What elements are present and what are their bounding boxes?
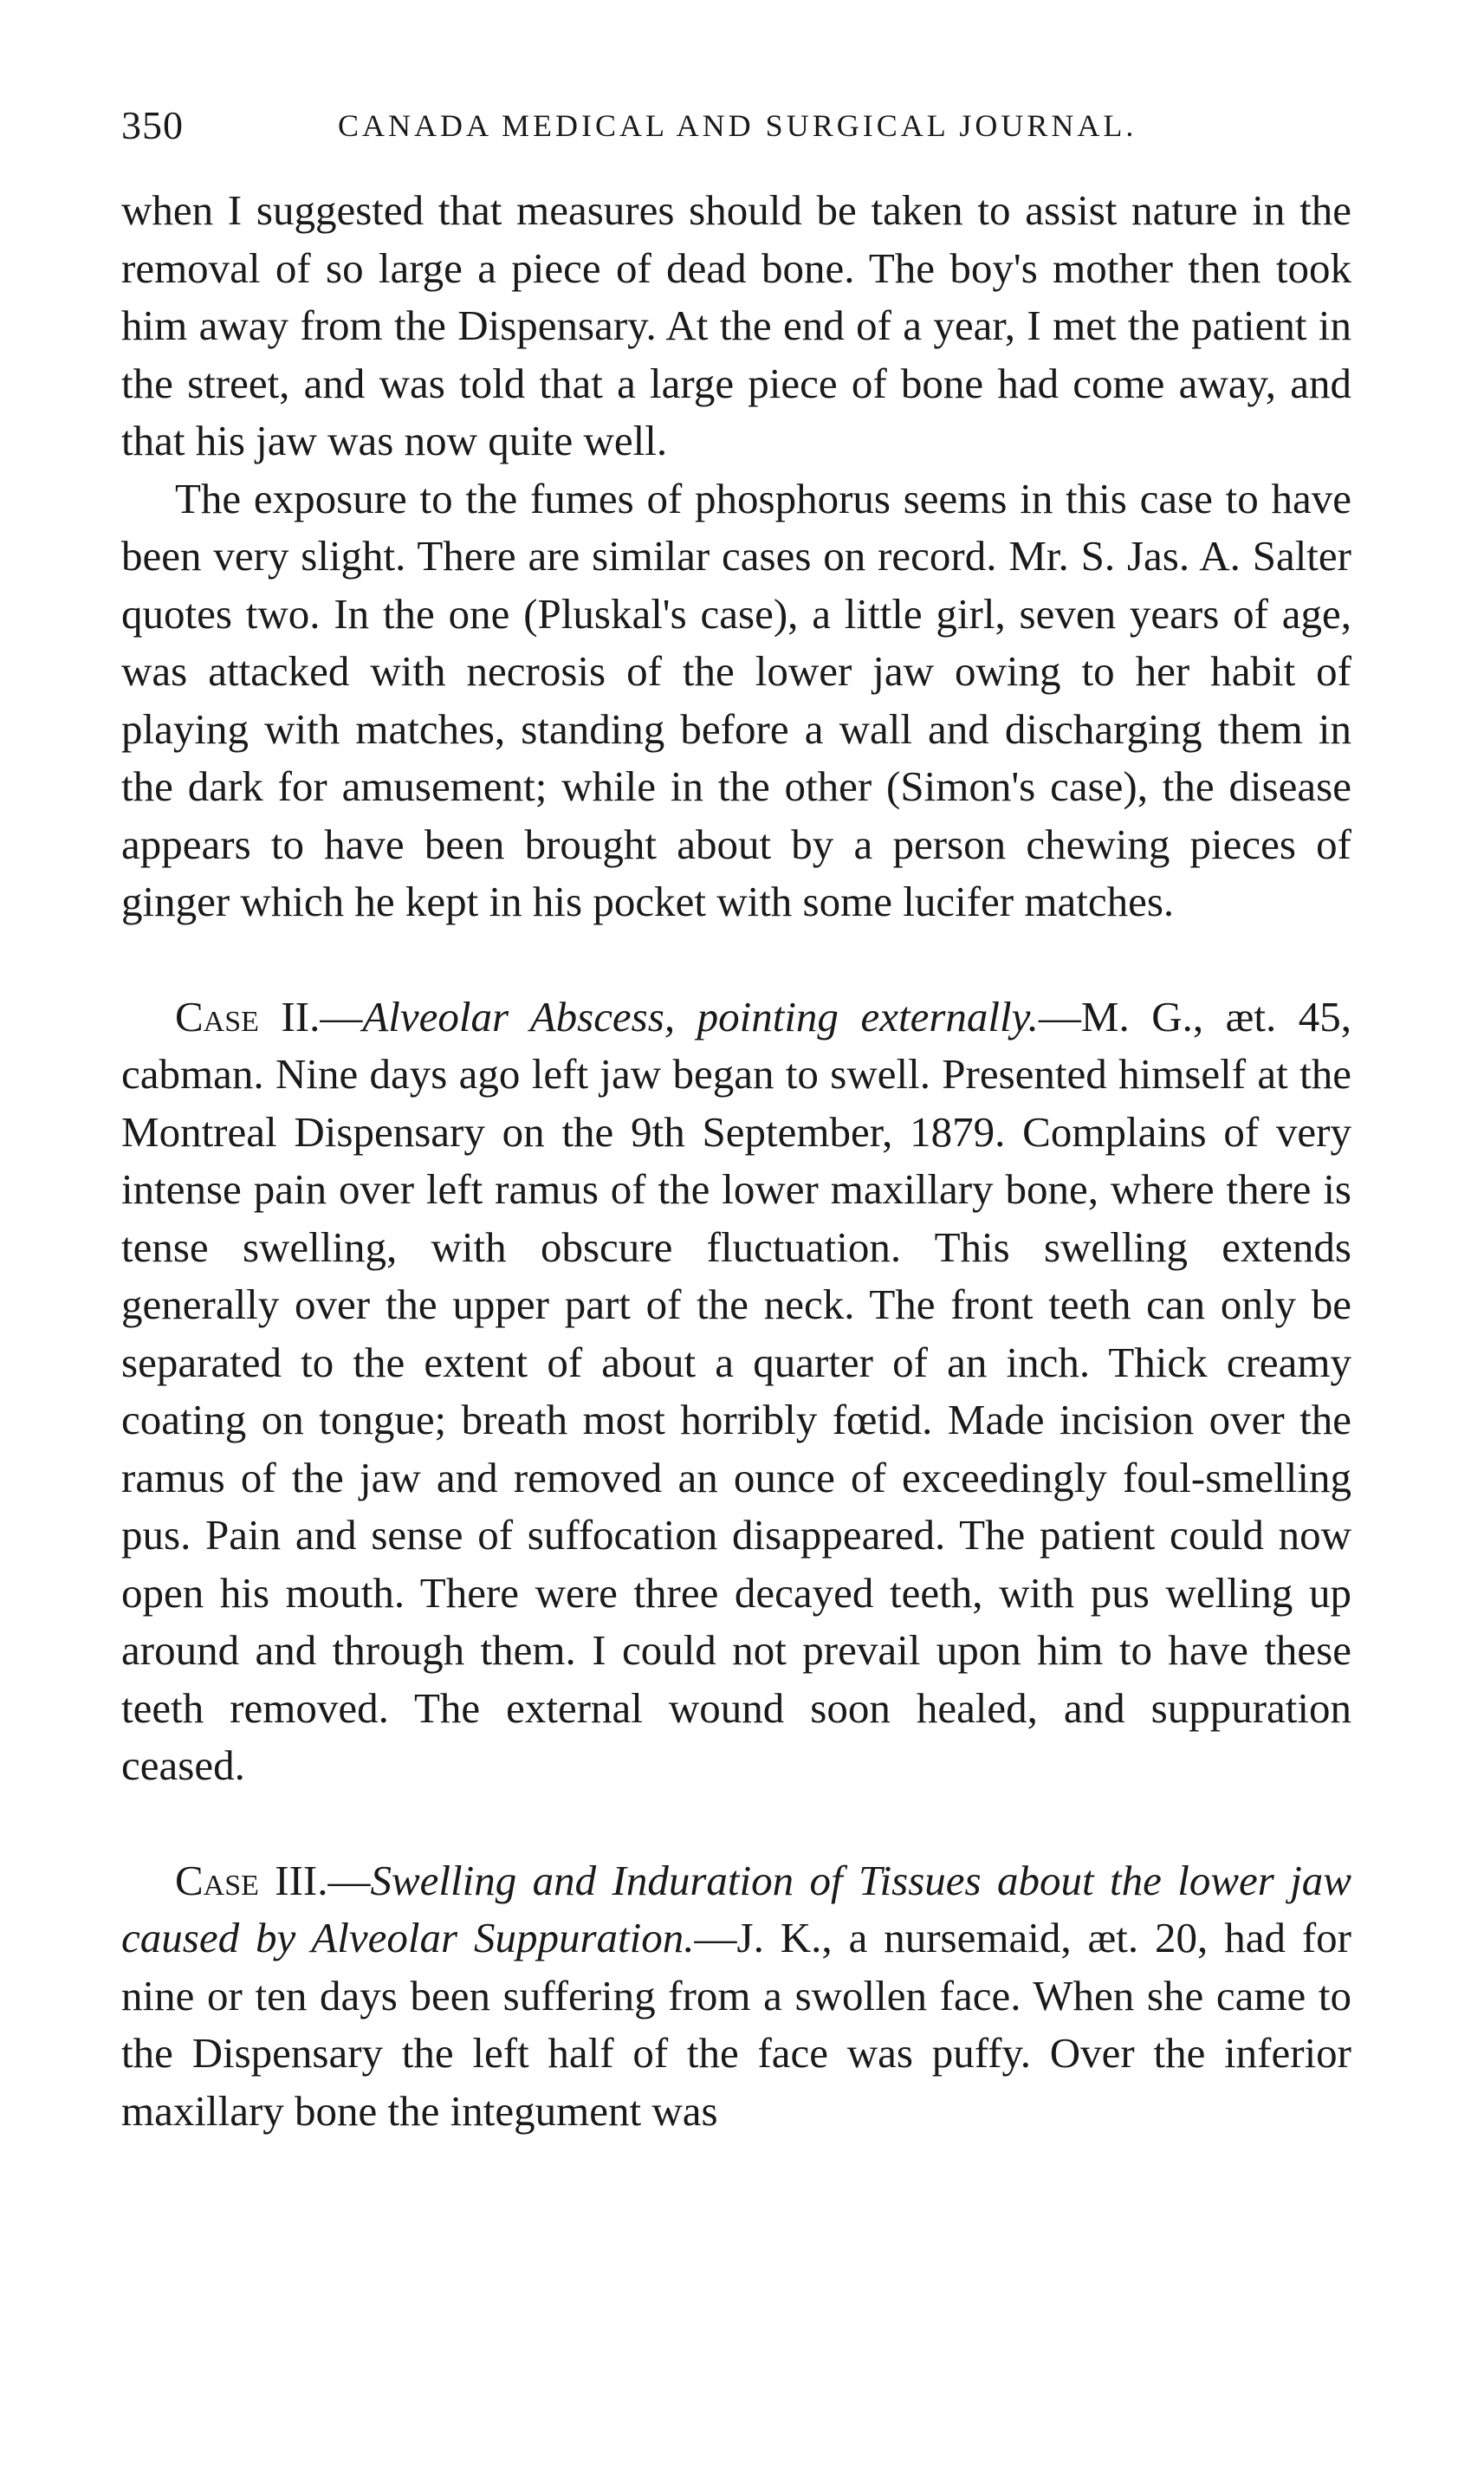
paragraph-continuation: when I suggested that measures should be taken to assist nature in the removal of so large a piece of dead bone. The boy's mother then took him away from the Dispensary. At the end of a year, I met the patient in the street, and was told that a large piece of bone had come away, and that his jaw was now quite well. <box>121 186 1351 464</box>
case-2-label: Case II. <box>175 992 321 1041</box>
article-body <box>121 182 1351 2140</box>
case-3-dash: — <box>327 1856 371 1904</box>
case-3-text: J. K., a nursemaid, æt. 20, had for nine or ten days been suffering from a swollen face. When she came to the Dispensary the left half of the face was puffy. Over the inferior maxillary bone the integument was <box>121 1914 1352 2135</box>
case-2-title: Alveolar Abscess, pointing externally. <box>362 992 1039 1041</box>
paragraph-phosphorus: The exposure to the fumes of phosphorus seems in this case to have been very slight. There are similar cases on record. Mr. S. Jas. A. Salter quotes two. In the one (Pluskal's case), a little girl, seven years of age, was attacked with necrosis of the lower jaw owing to her habit of playing with matches, standing before a wall and discharging them in the dark for amusement; while in the other (Simon's case), the disease appears to have been brought about by a person chewing pieces of ginger which he kept in his pocket with some lucifer matches. <box>121 474 1351 925</box>
case-2-paragraph <box>121 989 1351 1795</box>
case-3-paragraph <box>121 1852 1351 2141</box>
case-2-text: M. G., æt. 45, cabman. Nine days ago left jaw began to swell. Presented himself at the Montreal Dispensary on the 9th September, 1879. Complains of very intense pain over left ramus of the lower maxillary bone, where there is tense swelling, with obscure fluctuation. This swelling extends generally over the upper part of the neck. The front teeth can only be separated to the extent of about a quarter of an inch. Thick creamy coating on tongue; breath most horribly fœtid. Made incision over the ramus of the jaw and removed an ounce of exceedingly foul-smelling pus. Pain and sense of suffocation disappeared. The patient could now open his mouth. There were three decayed teeth, with pus welling up around and through them. I could not prevail upon him to have these teeth removed. The external wound soon healed, and suppuration ceased. <box>121 992 1351 1789</box>
case-2-dash: — <box>320 992 363 1041</box>
case-3-dash-after: — <box>694 1914 737 1961</box>
running-title: CANADA MEDICAL AND SURGICAL JOURNAL. <box>338 108 1137 143</box>
page-number: 350 <box>121 103 184 147</box>
case-2-dash-after: — <box>1038 992 1081 1041</box>
page-header <box>121 102 1351 154</box>
case-3-label: Case III. <box>175 1856 328 1904</box>
case-3-title: Swelling and Induration of Tissues about the lower jaw caused by Alveolar Suppuration. <box>121 1856 1351 1961</box>
